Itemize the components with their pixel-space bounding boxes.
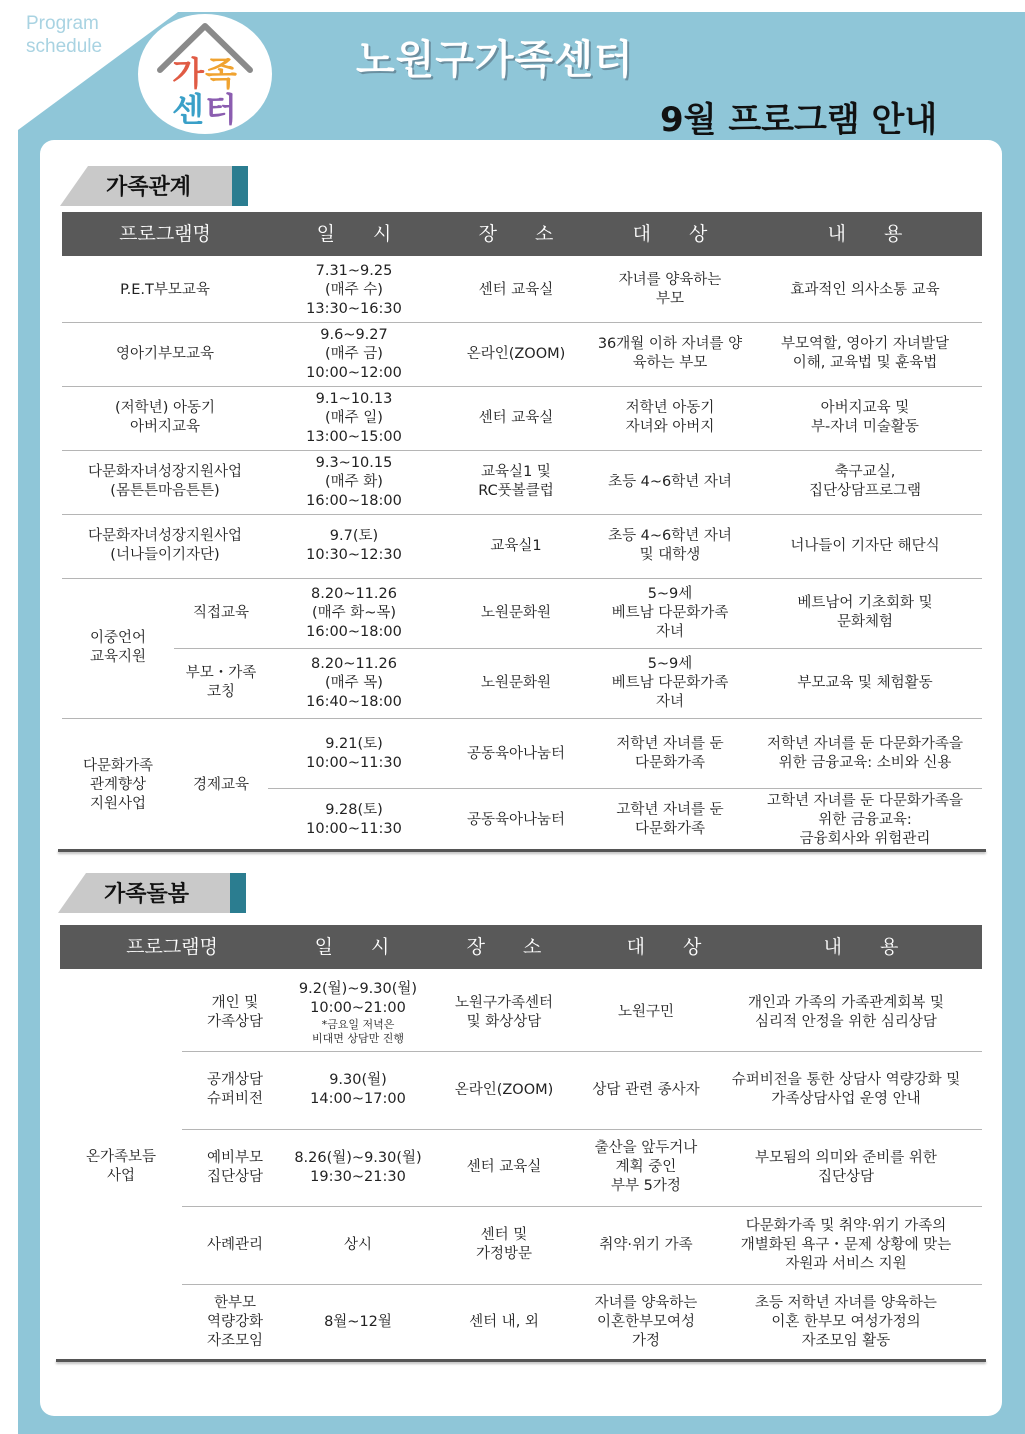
program-target: 5~9세 베트남 다문화가족 자녀 xyxy=(611,585,729,640)
program-place: 온라인(ZOOM) xyxy=(454,1081,554,1098)
program-place: 센터 내, 외 xyxy=(469,1313,539,1330)
column-header: 대 상 xyxy=(626,936,702,958)
program-date: 7.31~9.25 (매주 수) 13:30~16:30 xyxy=(306,262,402,317)
group-name: 다문화가족 관계향상 지원사업 xyxy=(82,757,154,812)
program-date: 9.7(토) 10:30~12:30 xyxy=(306,528,402,563)
program-target: 초등 4~6학년 자녀 xyxy=(608,473,732,490)
column-header: 내 용 xyxy=(827,223,903,245)
program-name: 다문화자녀성장지원사업 (너나들이기자단) xyxy=(87,528,243,563)
column-header: 프로그램명 xyxy=(126,936,218,958)
column-header: 장 소 xyxy=(478,223,554,245)
program-place: 교육실1 xyxy=(490,537,542,554)
section-title: 가족돌봄 xyxy=(104,882,190,907)
center-logo xyxy=(138,14,272,134)
program-content: 고학년 자녀를 둔 다문화가족을 위한 금융교육: 금융회사와 위험관리 xyxy=(767,792,963,847)
program-place: 노원문화원 xyxy=(480,604,552,621)
program-date: 9.1~10.13 (매주 일) 13:00~15:00 xyxy=(306,390,402,445)
section-title-accent xyxy=(230,873,246,913)
program-target: 자녀를 양육하는 이혼한부모여성 가정 xyxy=(594,1294,698,1349)
page-subtitle: 9월 프로그램 안내 xyxy=(660,100,938,140)
logo-text-2: 센터 xyxy=(172,90,238,129)
row-divider xyxy=(268,788,982,789)
program-content: 아버지교육 및 부-자녀 미술활동 xyxy=(811,400,919,435)
program-date-note: *금요일 저녁은 비대면 상담만 진행 xyxy=(311,1017,404,1045)
program-date: 8.20~11.26 (매주 목) 16:40~18:00 xyxy=(306,655,402,710)
column-header: 대 상 xyxy=(632,223,708,245)
program-place: 공동육아나눔터 xyxy=(466,745,566,762)
sub-program-name: 공개상담 슈퍼비전 xyxy=(206,1072,264,1107)
table-header-row xyxy=(62,212,982,256)
program-target: 저학년 자녀를 둔 다문화가족 xyxy=(616,736,724,771)
program-name: P.E.T부모교육 xyxy=(120,281,210,298)
section-end-line xyxy=(56,1359,986,1362)
logo-text-1: 가족 xyxy=(172,54,238,93)
program-content: 저학년 자녀를 둔 다문화가족을 위한 금융교육: 소비와 신용 xyxy=(767,736,963,771)
column-header: 프로그램명 xyxy=(119,223,211,245)
section-title: 가족관계 xyxy=(106,175,192,200)
program-name: (저학년) 아동기 아버지교육 xyxy=(115,400,215,435)
sub-program-name: 경제교육 xyxy=(192,776,250,793)
program-place: 센터 교육실 xyxy=(466,1159,542,1175)
sub-program-name: 예비부모 집단상담 xyxy=(206,1149,264,1185)
program-date: 9.2(월)~9.30(월) 10:00~21:00 *금요일 저녁은 비대면 상담만 진행 xyxy=(298,980,418,1045)
sub-program-name: 개인 및 가족상담 xyxy=(206,994,264,1030)
program-date: 9.21(토) 10:00~11:30 xyxy=(306,736,402,771)
program-date: 9.6~9.27 (매주 금) 10:00~12:00 xyxy=(306,326,402,381)
program-target: 저학년 아동기 자녀와 아버지 xyxy=(625,400,715,435)
program-place: 온라인(ZOOM) xyxy=(466,345,566,362)
program-place: 공동육아나눔터 xyxy=(466,811,566,828)
program-name: 영아기부모교육 xyxy=(115,345,215,362)
sub-program-name: 직접교육 xyxy=(192,604,250,621)
section-title-accent xyxy=(232,166,248,206)
program-date: 상시 xyxy=(343,1236,372,1253)
program-content: 초등 저학년 자녀를 양육하는 이혼 한부모 여성가정의 자조모임 활동 xyxy=(755,1294,937,1349)
program-name: 다문화자녀성장지원사업 (몸튼튼마음튼튼) xyxy=(87,464,243,499)
program-date: 9.30(월) 14:00~17:00 xyxy=(310,1072,406,1107)
program-target: 5~9세 베트남 다문화가족 자녀 xyxy=(611,655,729,710)
program-place: 노원문화원 xyxy=(480,674,552,691)
program-target: 취약·위기 가족 xyxy=(599,1236,693,1253)
program-place: 센터 교육실 xyxy=(478,281,554,298)
program-target: 36개월 이하 자녀를 양 육하는 부모 xyxy=(597,336,743,371)
page-title: 노원구가족센터 xyxy=(356,37,634,83)
sub-program-name: 한부모 역량강화 자조모임 xyxy=(206,1294,264,1349)
row-divider xyxy=(174,648,982,649)
program-content: 부모교육 및 체험활동 xyxy=(797,674,933,691)
table-header-row xyxy=(60,925,982,969)
program-target: 고학년 자녀를 둔 다문화가족 xyxy=(616,802,724,837)
column-header: 내 용 xyxy=(823,936,899,958)
program-date: 8.20~11.26 (매주 화~목) 16:00~18:00 xyxy=(306,585,402,640)
program-date: 9.28(토) 10:00~11:30 xyxy=(306,802,402,837)
program-target: 자녀를 양육하는 부모 xyxy=(618,272,722,307)
program-content: 개인과 가족의 가족관계회복 및 심리적 안정을 위한 심리상담 xyxy=(748,994,944,1030)
section-end-line xyxy=(58,849,986,852)
program-content: 다문화가족 및 취약·위기 가족의 개별화된 욕구・문제 상황에 맞는 자원과 서비스 지원 xyxy=(740,1217,952,1272)
program-content: 슈퍼비전을 통한 상담사 역량강화 및 가족상담사업 운영 안내 xyxy=(731,1072,961,1107)
column-header: 장 소 xyxy=(466,936,542,958)
row-divider xyxy=(62,718,982,719)
group-name: 이중언어 교육지원 xyxy=(89,630,147,665)
program-content: 너나들이 기자단 해단식 xyxy=(790,537,940,554)
program-date: 8.26(월)~9.30(월) 19:30~21:30 xyxy=(294,1149,422,1185)
program-schedule-tag xyxy=(26,12,102,58)
section-title-bar xyxy=(58,873,258,913)
program-content: 베트남어 기초회화 및 문화체험 xyxy=(797,595,933,630)
column-header: 일 시 xyxy=(314,936,390,958)
program-target: 노원구민 xyxy=(617,1004,675,1020)
tag-line-1: Program xyxy=(26,13,99,34)
program-place: 노원구가족센터 및 화상상담 xyxy=(454,994,554,1030)
program-place: 교육실1 및 RC풋볼클럽 xyxy=(478,464,554,499)
program-content: 축구교실, 집단상담프로그램 xyxy=(808,464,922,499)
program-date: 8월~12월 xyxy=(324,1313,392,1330)
tag-line-2: schedule xyxy=(26,36,103,57)
program-content: 부모됨의 의미와 준비를 위한 집단상담 xyxy=(755,1149,937,1185)
program-place: 센터 교육실 xyxy=(478,409,554,426)
program-target: 출산을 앞두거나 계획 중인 부부 5가정 xyxy=(594,1140,698,1194)
sub-program-name: 부모・가족 코칭 xyxy=(185,665,257,700)
program-target: 초등 4~6학년 자녀 및 대학생 xyxy=(608,528,732,563)
group-name: 온가족보듬 사업 xyxy=(85,1149,157,1184)
program-content: 효과적인 의사소통 교육 xyxy=(790,281,940,298)
section-title-bar xyxy=(60,166,260,206)
program-place: 센터 및 가정방문 xyxy=(475,1227,533,1262)
sub-program-name: 사례관리 xyxy=(206,1236,264,1253)
program-target: 상담 관련 종사자 xyxy=(592,1081,700,1098)
column-header: 일 시 xyxy=(316,223,392,245)
program-content: 부모역할, 영아기 자녀발달 이해, 교육법 및 훈육법 xyxy=(781,336,949,371)
program-date: 9.3~10.15 (매주 화) 16:00~18:00 xyxy=(306,454,402,509)
